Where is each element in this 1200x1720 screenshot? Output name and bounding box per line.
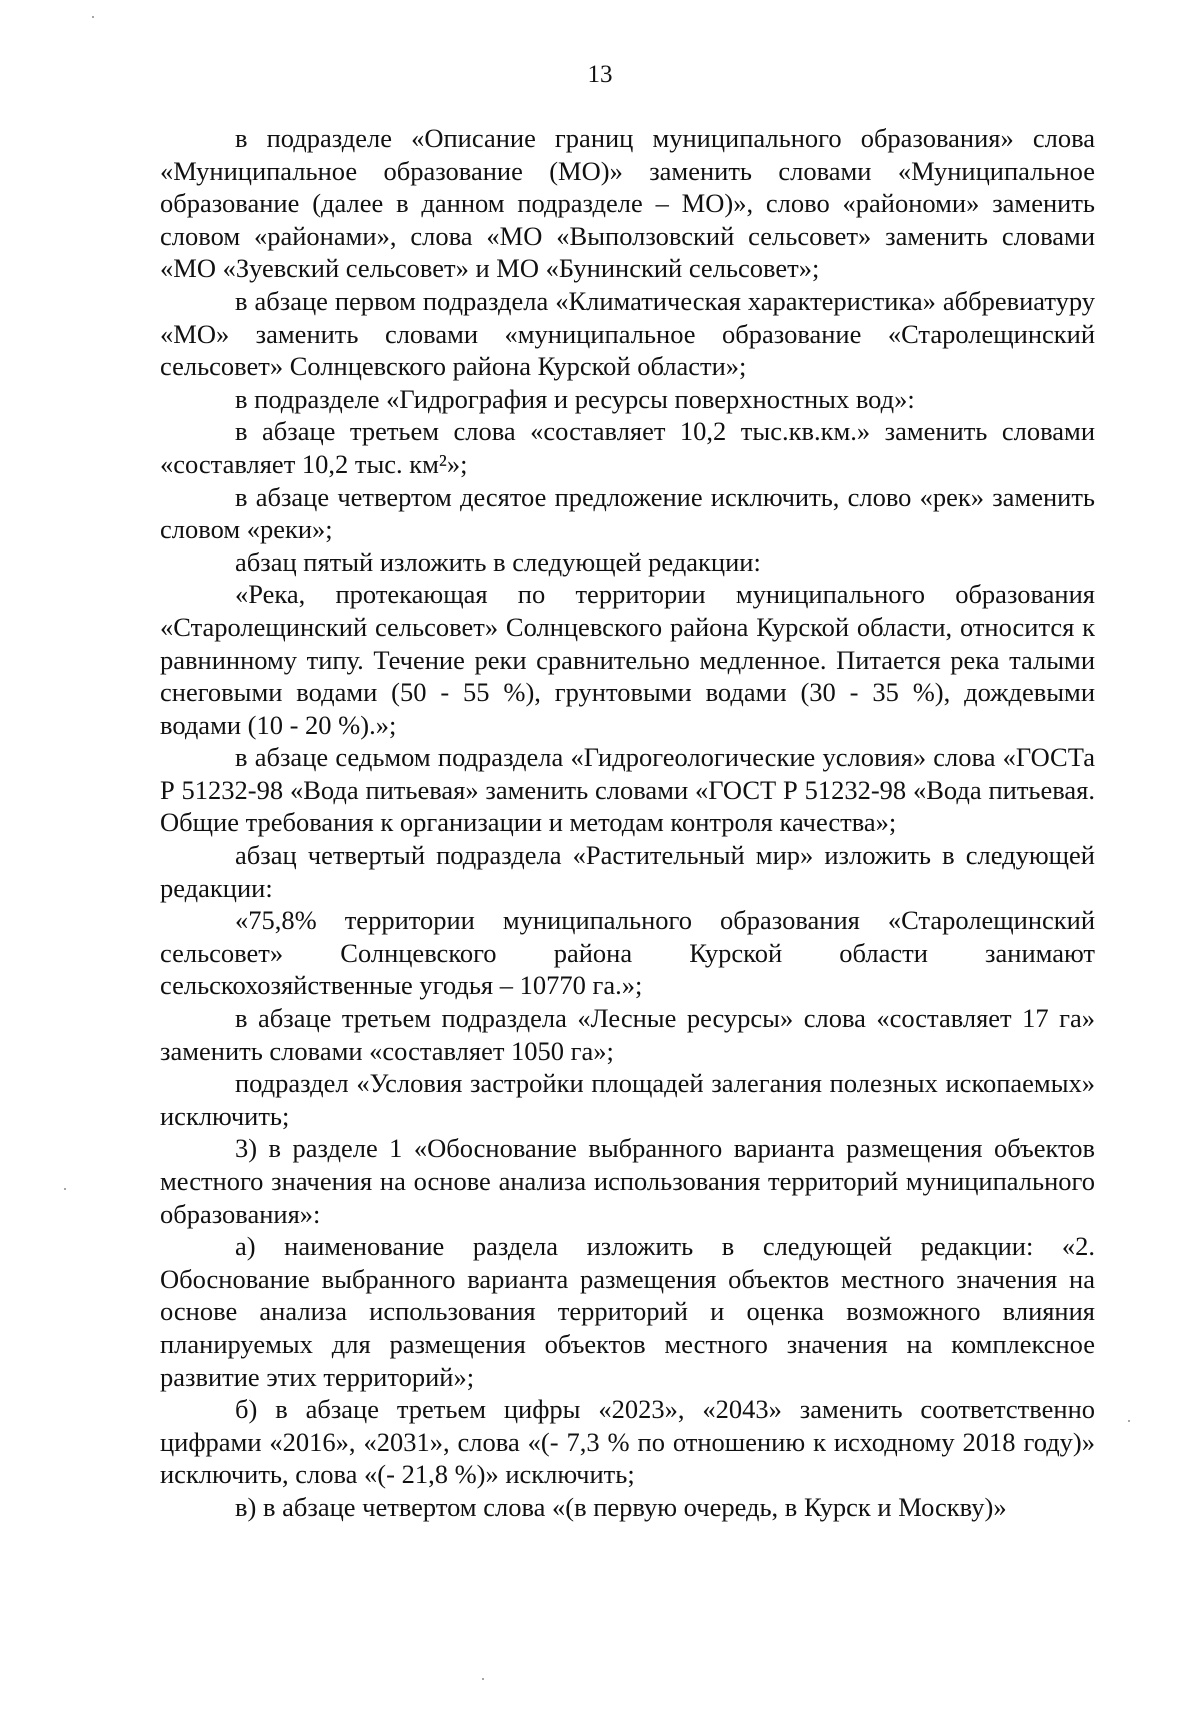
paragraph: в абзаце третьем подраздела «Лесные ресурсы» слова «составляет 17 га» заменить словами «составляет 1050 га»; [160,1003,1095,1066]
paragraph: подраздел «Условия застройки площадей залегания полезных ископаемых» исключить; [160,1068,1095,1131]
paragraph: в абзаце третьем слова «составляет 10,2 тыс.кв.км.» заменить словами «составляет 10,2 тыс. км²»; [160,416,1095,479]
scan-speck [64,1188,66,1190]
page-number: 13 [587,61,613,88]
paragraph: абзац пятый изложить в следующей редакции: [235,546,761,577]
paragraph: в абзаце четвертом десятое предложение исключить, слово «рек» заменить словом «реки»; [160,481,1095,545]
document-body [160,122,1095,1524]
paragraph: а) наименование раздела изложить в следующей редакции: «2. Обоснование выбранного варианта размещения объектов местного значения на основе анализа использования территорий и оценка возможного влияния планируемых для размещения объектов местного значения на комплексное развитие этих территорий»; [160,1231,1095,1392]
scan-speck [92,16,94,18]
paragraph: б) в абзаце третьем цифры «2023», «2043» заменить соответственно цифрами «2016», «2031», слова «(- 7,3 % по отношению к исходному 2018 году)» исключить, слова «(- 21,8 %)» исключить; [160,1394,1095,1490]
paragraph: в подразделе «Описание границ муниципального образования» слова «Муниципальное образование (МО)» заменить словами «Муниципальное образование (далее в данном подразделе – МО)», слово «райономи» заменить словом «районами», слова «МО «Выползовский сельсовет» заменить словами «МО «Зуевский сельсовет» и МО «Бунинский сельсовет»; [160,123,1095,284]
paragraph: в абзаце седьмом подраздела «Гидрогеологические условия» слова «ГОСТа Р 51232-98 «Вода питьевая» заменить словами «ГОСТ Р 51232-98 «Вода питьевая. Общие требования к организации и методам контроля качества»; [160,742,1095,838]
paragraph: в подразделе «Гидрография и ресурсы поверхностных вод»: [235,383,915,414]
paragraph: абзац четвертый подраздела «Растительный мир» изложить в следующей редакции: [160,840,1095,903]
paragraph: в) в абзаце четвертом слова «(в первую очередь, в Курск и Москву)» [235,1491,1007,1522]
paragraph: 3) в разделе 1 «Обоснование выбранного варианта размещения объектов местного значения на основе анализа использования территорий муниципального образования»: [160,1133,1095,1229]
scan-speck [1128,1420,1130,1422]
paragraph: в абзаце первом подраздела «Климатическая характеристика» аббревиатуру «МО» заменить словами «муниципальное образование «Старолещинский сельсовет» Солнцевского района Курской области»; [160,285,1095,382]
paragraph: «Река, протекающая по территории муниципального образования «Старолещинский сельсовет» Солнцевского района Курской области, относится к равнинному типу. Течение реки сравнительно медленное. Питается река талыми снеговыми водами (50 - 55 %), грунтовыми водами (30 - 35 %), дождевыми водами (10 - 20 %).»; [160,579,1095,740]
scan-speck [482,1678,484,1680]
paragraph: «75,8% территории муниципального образования «Старолещинский сельсовет» Солнцевского района Курской области занимают сельскохозяйственные угодья – 10770 га.»; [160,905,1095,1001]
